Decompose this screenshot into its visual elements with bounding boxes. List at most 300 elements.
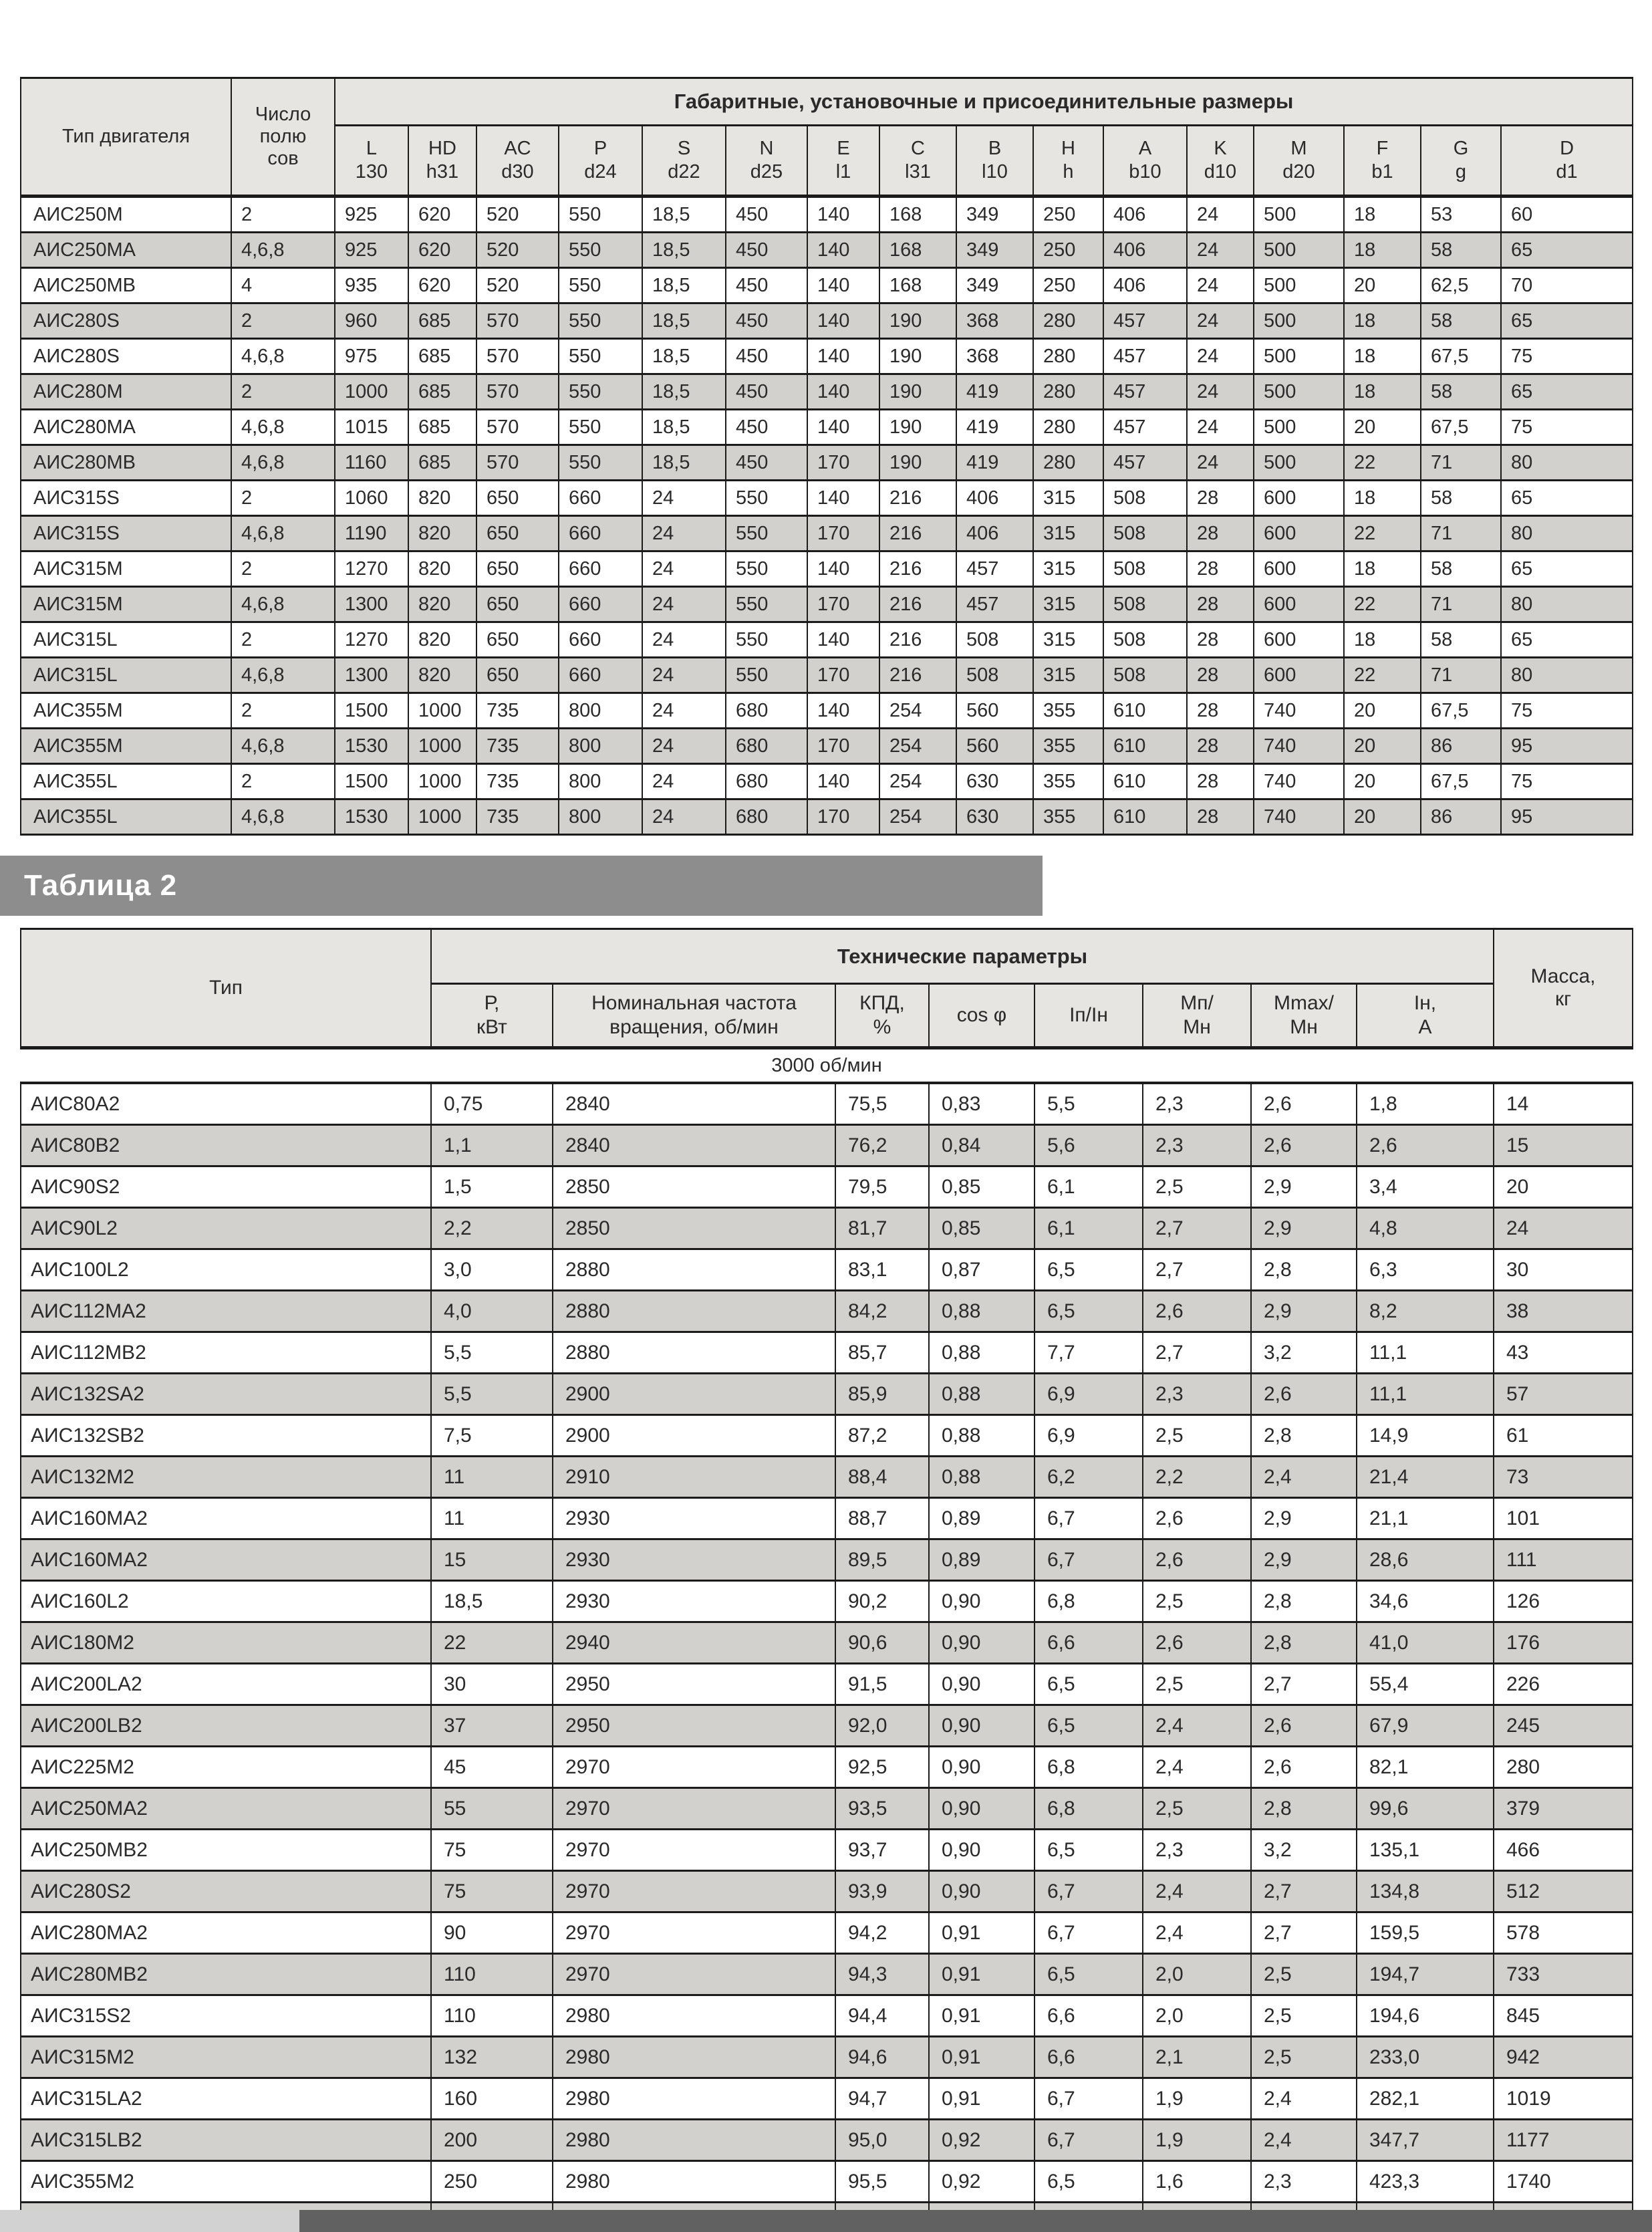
value-cell: 6,8 [1035,1747,1143,1788]
value-cell: 2,4 [1143,1912,1251,1954]
motor-type-cell: АИС315S2 [21,1995,431,2037]
value-cell: 520 [476,233,559,268]
value-cell: 62,5 [1421,268,1501,303]
value-cell: 4,6,8 [231,587,335,622]
table-row [21,1415,1633,1457]
value-cell: 450 [726,233,807,268]
value-cell: 820 [408,551,476,587]
value-cell: 18,5 [642,303,726,339]
table-row [21,1664,1633,1705]
value-cell: 6,7 [1035,2120,1143,2161]
value-cell: 94,4 [835,1995,929,2037]
value-cell: 111 [1494,1539,1633,1581]
value-cell: 28 [1187,587,1254,622]
motor-type-cell: АИС355L [21,764,231,799]
value-cell: 1530 [335,729,408,764]
value-cell: 2,6 [1143,1498,1251,1539]
value-cell: 28 [1187,764,1254,799]
value-cell: 2,5 [1251,1995,1357,2037]
value-cell: 2,6 [1251,1125,1357,1166]
value-cell: 7,7 [1035,1332,1143,1374]
value-cell: 0,91 [929,1995,1035,2037]
value-cell: 14,9 [1357,1415,1494,1457]
value-cell: 75 [1501,764,1633,799]
value-cell: 1,8 [1357,1083,1494,1125]
value-cell: 41,0 [1357,1622,1494,1664]
value-cell: 85,7 [835,1332,929,1374]
table-row [21,197,1633,233]
value-cell: 355 [1033,764,1103,799]
value-cell: 6,5 [1035,1291,1143,1332]
value-cell: 58 [1421,481,1501,516]
value-cell: 2 [231,303,335,339]
t2-header-mass-line: кг [1554,988,1572,1010]
value-cell: 925 [335,197,408,233]
value-cell: 2850 [553,1208,835,1249]
value-cell: 508 [1103,481,1187,516]
value-cell: 1300 [335,658,408,693]
t2-column-header: Iп/Iн [1035,984,1143,1048]
value-cell: 67,5 [1421,693,1501,729]
value-cell: 2,7 [1143,1249,1251,1291]
table2-caption: Таблица 2 [24,869,178,902]
value-cell: 660 [559,587,642,622]
t1-column-header: HD h31 [408,126,476,197]
value-cell: 1177 [1494,2120,1633,2161]
value-cell: 22 [431,1622,553,1664]
value-cell: 1500 [335,693,408,729]
table-row [21,1083,1633,1125]
value-cell: 67,5 [1421,764,1501,799]
value-cell: 315 [1033,516,1103,551]
value-cell: 75,5 [835,1083,929,1125]
value-cell: 0,90 [929,1871,1035,1912]
value-cell: 6,3 [1357,1249,1494,1291]
value-cell: 600 [1254,622,1344,658]
value-cell: 94,6 [835,2037,929,2078]
t2-header-type [21,929,431,1048]
value-cell: 85,9 [835,1374,929,1415]
value-cell: 570 [476,410,559,445]
value-cell: 20 [1344,410,1421,445]
value-cell: 685 [408,303,476,339]
motor-type-cell: АИС280М [21,374,231,410]
t1-column-header: AC d30 [476,126,559,197]
value-cell: 28 [1187,481,1254,516]
value-cell: 1000 [408,693,476,729]
value-cell: 2 [231,693,335,729]
value-cell: 349 [956,233,1033,268]
value-cell: 457 [1103,303,1187,339]
value-cell: 140 [807,339,879,374]
motor-type-cell: АИС315М [21,551,231,587]
value-cell: 680 [726,764,807,799]
value-cell: 75 [1501,693,1633,729]
value-cell: 58 [1421,622,1501,658]
table2-caption-bar [0,856,1043,916]
table-row [21,1125,1633,1166]
motor-type-cell: АИС250МА [21,233,231,268]
value-cell: 71 [1421,658,1501,693]
table-row [21,693,1633,729]
value-cell: 740 [1254,693,1344,729]
value-cell: 76,2 [835,1125,929,1166]
value-cell: 2950 [553,1664,835,1705]
value-cell: 2,5 [1143,1664,1251,1705]
value-cell: 1160 [335,445,408,481]
value-cell: 6,7 [1035,1871,1143,1912]
value-cell: 1000 [408,764,476,799]
value-cell: 99,6 [1357,1788,1494,1830]
value-cell: 18 [1344,374,1421,410]
motor-type-cell: АИС160МА2 [21,1498,431,1539]
t2-column-header: cos φ [929,984,1035,1048]
value-cell: 3,4 [1357,1166,1494,1208]
value-cell: 250 [1033,197,1103,233]
value-cell: 71 [1421,516,1501,551]
value-cell: 355 [1033,799,1103,835]
value-cell: 11,1 [1357,1332,1494,1374]
value-cell: 349 [956,268,1033,303]
motor-type-cell: АИС100L2 [21,1249,431,1291]
motor-type-cell: АИС280S [21,303,231,339]
value-cell: 24 [642,551,726,587]
value-cell: 735 [476,693,559,729]
value-cell: 75 [431,1830,553,1871]
value-cell: 610 [1103,729,1187,764]
value-cell: 457 [956,551,1033,587]
value-cell: 1019 [1494,2078,1633,2120]
value-cell: 600 [1254,658,1344,693]
value-cell: 2,8 [1251,1622,1357,1664]
value-cell: 0,88 [929,1457,1035,1498]
value-cell: 170 [807,445,879,481]
value-cell: 379 [1494,1788,1633,1830]
value-cell: 1000 [408,729,476,764]
value-cell: 2,6 [1251,1083,1357,1125]
motor-type-cell: АИС132SB2 [21,1415,431,1457]
value-cell: 6,6 [1035,2037,1143,2078]
table-row [21,622,1633,658]
value-cell: 620 [408,233,476,268]
value-cell: 520 [476,197,559,233]
t2-column-header: Р, кВт [431,984,553,1048]
value-cell: 925 [335,233,408,268]
t2-header-mass-line: Масса, [1530,965,1596,987]
value-cell: 4,6,8 [231,410,335,445]
value-cell: 1740 [1494,2161,1633,2203]
value-cell: 550 [726,587,807,622]
value-cell: 67,9 [1357,1705,1494,1747]
value-cell: 45 [431,1747,553,1788]
t1-header-motor-type [21,78,231,197]
value-cell: 600 [1254,481,1344,516]
value-cell: 90,2 [835,1581,929,1622]
motor-type-cell: АИС315S [21,481,231,516]
t1-column-header: G g [1421,126,1501,197]
value-cell: 94,2 [835,1912,929,1954]
value-cell: 406 [956,516,1033,551]
value-cell: 2910 [553,1457,835,1498]
value-cell: 315 [1033,622,1103,658]
value-cell: 140 [807,303,879,339]
value-cell: 280 [1033,410,1103,445]
value-cell: 22 [1344,658,1421,693]
value-cell: 2,6 [1143,1539,1251,1581]
value-cell: 2900 [553,1415,835,1457]
value-cell: 254 [879,764,956,799]
value-cell: 0,91 [929,1912,1035,1954]
motor-type-cell: АИС315М2 [21,2037,431,2078]
value-cell: 95 [1501,729,1633,764]
table-row [21,2161,1633,2203]
value-cell: 28 [1187,729,1254,764]
value-cell: 550 [726,622,807,658]
value-cell: 820 [408,658,476,693]
value-cell: 630 [956,799,1033,835]
value-cell: 67,5 [1421,339,1501,374]
value-cell: 500 [1254,233,1344,268]
value-cell: 24 [1187,268,1254,303]
table-row [21,1539,1633,1581]
table-row [21,1871,1633,1912]
value-cell: 570 [476,374,559,410]
value-cell: 2,8 [1251,1788,1357,1830]
motor-type-cell: АИС355М [21,693,231,729]
value-cell: 2970 [553,1912,835,1954]
value-cell: 800 [559,693,642,729]
value-cell: 550 [559,268,642,303]
value-cell: 0,92 [929,2120,1035,2161]
value-cell: 4,8 [1357,1208,1494,1249]
value-cell: 140 [807,551,879,587]
value-cell: 2 [231,374,335,410]
value-cell: 2,5 [1143,1166,1251,1208]
value-cell: 87,2 [835,1415,929,1457]
value-cell: 71 [1421,587,1501,622]
value-cell: 630 [956,764,1033,799]
value-cell: 20 [1344,268,1421,303]
value-cell: 2,4 [1251,1457,1357,1498]
value-cell: 2,5 [1143,1788,1251,1830]
value-cell: 0,91 [929,2037,1035,2078]
value-cell: 95,5 [835,2161,929,2203]
value-cell: 86 [1421,799,1501,835]
value-cell: 650 [476,622,559,658]
value-cell: 0,88 [929,1415,1035,1457]
value-cell: 355 [1033,729,1103,764]
value-cell: 500 [1254,374,1344,410]
value-cell: 28 [1187,658,1254,693]
value-cell: 6,8 [1035,1581,1143,1622]
value-cell: 280 [1033,374,1103,410]
value-cell: 216 [879,551,956,587]
value-cell: 2,6 [1357,1125,1494,1166]
value-cell: 2,4 [1143,1747,1251,1788]
value-cell: 91,5 [835,1664,929,1705]
value-cell: 2,9 [1251,1291,1357,1332]
value-cell: 24 [642,764,726,799]
value-cell: 4,6,8 [231,339,335,374]
value-cell: 2980 [553,2161,835,2203]
motor-type-cell: АИС315L [21,658,231,693]
value-cell: 5,5 [1035,1083,1143,1125]
value-cell: 245 [1494,1705,1633,1747]
value-cell: 1015 [335,410,408,445]
value-cell: 1000 [335,374,408,410]
value-cell: 450 [726,339,807,374]
value-cell: 660 [559,622,642,658]
value-cell: 170 [807,729,879,764]
value-cell: 2,2 [1143,1457,1251,1498]
value-cell: 740 [1254,729,1344,764]
motor-type-cell: АИС80В2 [21,1125,431,1166]
value-cell: 0,91 [929,2078,1035,2120]
value-cell: 24 [1187,410,1254,445]
table-row [21,1912,1633,1954]
value-cell: 250 [1033,233,1103,268]
value-cell: 315 [1033,587,1103,622]
value-cell: 30 [431,1664,553,1705]
value-cell: 20 [1494,1166,1633,1208]
value-cell: 22 [1344,516,1421,551]
value-cell: 18,5 [642,268,726,303]
motor-type-cell: АИС355М [21,729,231,764]
value-cell: 740 [1254,764,1344,799]
value-cell: 2 [231,481,335,516]
table-row [21,764,1633,799]
value-cell: 550 [559,197,642,233]
value-cell: 190 [879,374,956,410]
value-cell: 140 [807,693,879,729]
value-cell: 140 [807,410,879,445]
motor-type-cell: АИС280МВ [21,445,231,481]
value-cell: 140 [807,233,879,268]
motor-type-cell: АИС160L2 [21,1581,431,1622]
value-cell: 349 [956,197,1033,233]
value-cell: 680 [726,693,807,729]
footer-dark-segment [299,2210,1652,2232]
value-cell: 2,7 [1143,1208,1251,1249]
value-cell: 93,5 [835,1788,929,1830]
value-cell: 2,4 [1251,2120,1357,2161]
value-cell: 15 [431,1539,553,1581]
value-cell: 500 [1254,339,1344,374]
value-cell: 38 [1494,1291,1633,1332]
value-cell: 3,2 [1251,1332,1357,1374]
value-cell: 820 [408,516,476,551]
value-cell: 508 [1103,622,1187,658]
value-cell: 2840 [553,1125,835,1166]
value-cell: 1270 [335,551,408,587]
value-cell: 457 [1103,410,1187,445]
value-cell: 368 [956,339,1033,374]
value-cell: 2,3 [1251,2161,1357,2203]
value-cell: 2,6 [1143,1622,1251,1664]
table-row [21,1954,1633,1995]
value-cell: 80 [1501,445,1633,481]
value-cell: 24 [642,799,726,835]
value-cell: 24 [642,658,726,693]
value-cell: 71 [1421,445,1501,481]
value-cell: 4,6,8 [231,445,335,481]
value-cell: 2,8 [1251,1415,1357,1457]
value-cell: 2,6 [1143,1291,1251,1332]
value-cell: 508 [956,622,1033,658]
value-cell: 216 [879,622,956,658]
value-cell: 680 [726,729,807,764]
value-cell: 58 [1421,551,1501,587]
value-cell: 28 [1187,693,1254,729]
value-cell: 500 [1254,445,1344,481]
value-cell: 1270 [335,622,408,658]
table-row [21,1788,1633,1830]
value-cell: 1500 [335,764,408,799]
value-cell: 1,9 [1143,2120,1251,2161]
table-row [21,729,1633,764]
value-cell: 1,6 [1143,2161,1251,2203]
value-cell: 4,6,8 [231,729,335,764]
value-cell: 620 [408,197,476,233]
value-cell: 560 [956,693,1033,729]
value-cell: 24 [642,622,726,658]
value-cell: 570 [476,303,559,339]
value-cell: 0,83 [929,1083,1035,1125]
value-cell: 53 [1421,197,1501,233]
value-cell: 2930 [553,1581,835,1622]
value-cell: 6,6 [1035,1622,1143,1664]
value-cell: 650 [476,516,559,551]
value-cell: 2,2 [431,1208,553,1249]
value-cell: 740 [1254,799,1344,835]
motor-type-cell: АИС200LB2 [21,1705,431,1747]
t1-header-poles-line: полю [259,126,307,147]
value-cell: 500 [1254,303,1344,339]
table-row [21,1374,1633,1415]
value-cell: 89,5 [835,1539,929,1581]
motor-type-cell: АИС132SA2 [21,1374,431,1415]
value-cell: 2,4 [1143,1705,1251,1747]
value-cell: 86 [1421,729,1501,764]
value-cell: 578 [1494,1912,1633,1954]
t2-column-header: КПД, % [835,984,929,1048]
value-cell: 650 [476,551,559,587]
value-cell: 2,5 [1143,1415,1251,1457]
value-cell: 37 [431,1705,553,1747]
table-row [21,339,1633,374]
value-cell: 820 [408,622,476,658]
value-cell: 457 [1103,374,1187,410]
value-cell: 1,1 [431,1125,553,1166]
value-cell: 2 [231,197,335,233]
value-cell: 600 [1254,587,1344,622]
table-row [21,551,1633,587]
value-cell: 2,8 [1251,1581,1357,1622]
value-cell: 140 [807,268,879,303]
value-cell: 90 [431,1912,553,1954]
motor-type-cell: АИС225М2 [21,1747,431,1788]
value-cell: 0,88 [929,1332,1035,1374]
t1-column-header: F b1 [1344,126,1421,197]
value-cell: 170 [807,587,879,622]
value-cell: 450 [726,197,807,233]
value-cell: 18 [1344,197,1421,233]
value-cell: 4,6,8 [231,799,335,835]
value-cell: 79,5 [835,1166,929,1208]
value-cell: 43 [1494,1332,1633,1374]
value-cell: 315 [1033,658,1103,693]
footer-bar [0,2210,1652,2232]
